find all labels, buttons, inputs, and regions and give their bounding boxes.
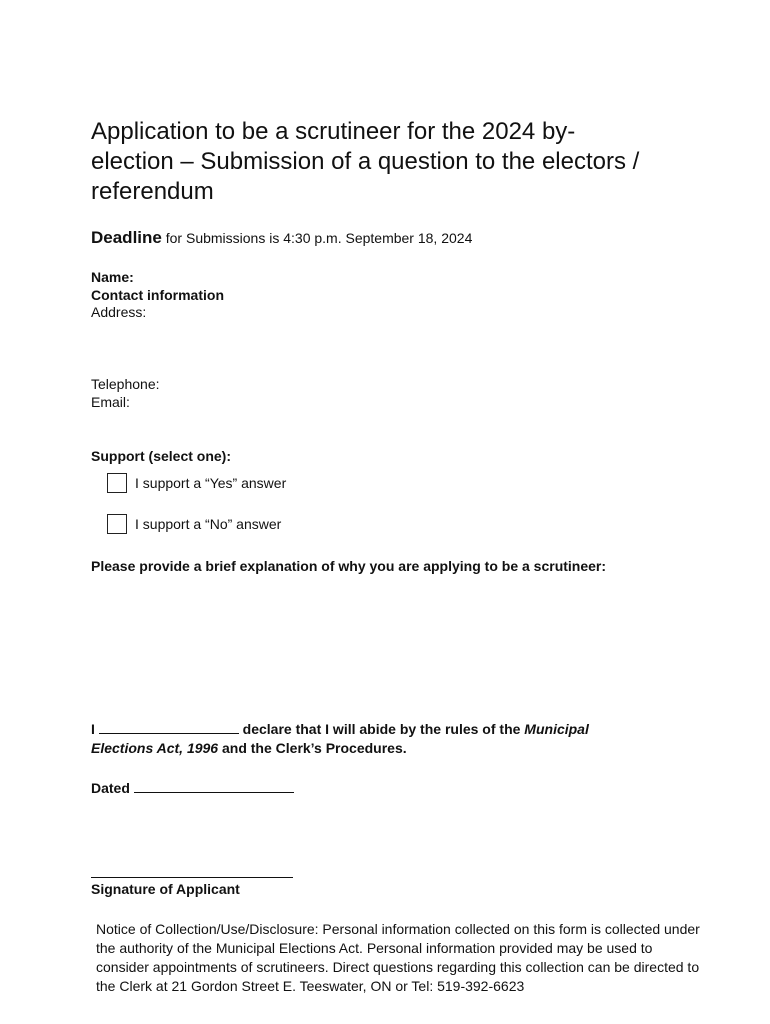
declaration-act-name: Municipal Elections Act, 1996 <box>91 721 589 756</box>
explanation-label: Please provide a brief explanation of why you are applying to be a scrutineer: <box>91 558 607 574</box>
contact-info-label: Contact information <box>91 287 224 303</box>
deadline-note <box>91 228 472 248</box>
support-yes-checkbox[interactable] <box>107 473 127 493</box>
deadline-text: for Submissions is 4:30 p.m. September 18, 2024 <box>161 230 473 246</box>
notice-line-2: the authority of the Municipal Elections Act. Personal information provided may be used to <box>96 940 653 956</box>
dated-blank[interactable] <box>134 780 294 793</box>
support-no-checkbox[interactable] <box>107 514 127 534</box>
deadline-label: Deadline <box>91 228 162 247</box>
support-label: Support (select one): <box>91 448 232 464</box>
notice-line-3: consider appointments of scrutineers. Direct questions regarding this collection can be directed to <box>96 959 700 975</box>
email-label: Email: <box>91 394 130 410</box>
privacy-notice <box>96 920 756 996</box>
support-yes-option[interactable] <box>107 471 286 495</box>
declaration-middle: declare that I will abide by the rules of the <box>242 721 521 737</box>
signature-label: Signature of Applicant <box>91 881 240 897</box>
declaration-suffix: and the Clerk’s Procedures. <box>221 740 407 756</box>
dated-label: Dated <box>91 780 130 796</box>
name-label: Name: <box>91 269 134 285</box>
dated-row <box>91 779 294 797</box>
telephone-label: Telephone: <box>91 376 160 392</box>
form-title-line-2: election – Submission of a question to the electors / <box>91 148 640 175</box>
notice-line-4: the Clerk at 21 Gordon Street E. Teeswater, ON or Tel: 519-392-6623 <box>96 978 525 994</box>
signature-line[interactable] <box>91 877 293 878</box>
support-no-label: I support a “No” answer <box>135 516 282 532</box>
declaration-statement <box>91 720 651 758</box>
declaration-prefix: I <box>91 721 95 737</box>
form-title-line-1: Application to be a scrutineer for the 2024 by- <box>91 118 576 145</box>
declaration-name-blank[interactable] <box>99 721 239 734</box>
support-yes-label: I support a “Yes” answer <box>135 475 287 491</box>
notice-line-1: Notice of Collection/Use/Disclosure: Personal information collected on this form is collected under <box>96 921 700 937</box>
form-title <box>91 117 691 207</box>
support-no-option[interactable] <box>107 512 281 536</box>
form-title-line-3: referendum <box>91 178 214 205</box>
address-label: Address: <box>91 304 147 320</box>
